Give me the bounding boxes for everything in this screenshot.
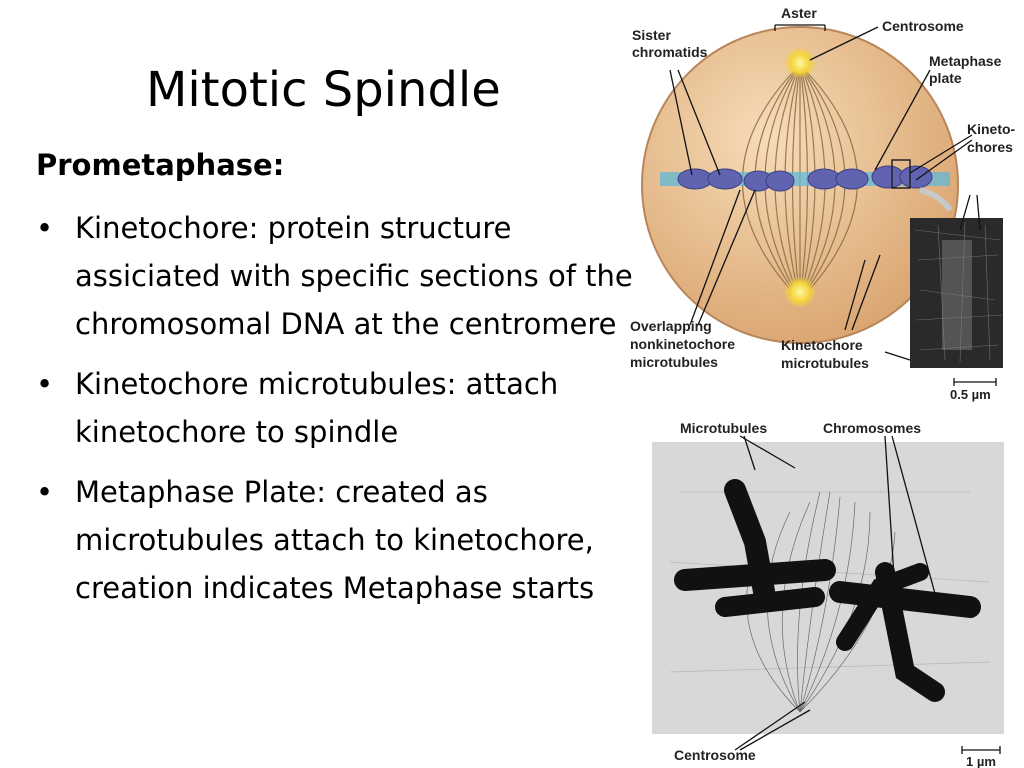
bullet-item [36, 204, 636, 348]
centrosome-top [784, 47, 816, 79]
centrosome-bottom [784, 276, 816, 308]
bullet-text: Metaphase Plate: created as microtubules attach to kinetochore, creation indicates Metaphase starts [75, 475, 595, 605]
label-overlapping-3: microtubules [630, 354, 718, 370]
label-overlapping-1: Overlapping [630, 318, 712, 334]
bullet-dot: • [36, 475, 54, 509]
slide-title: Mitotic Spindle [146, 62, 501, 118]
bullet-item [36, 468, 636, 612]
bullet-item [36, 360, 636, 456]
label-scale-bottom: 1 µm [966, 754, 996, 768]
label-overlapping-2: nonkinetochore [630, 336, 736, 352]
bullet-text: Kinetochore: protein structure assiciated with specific sections of the chromosomal DNA at the centromere [75, 211, 633, 341]
spindle-diagram [620, 0, 1024, 404]
bullet-dot: • [36, 367, 54, 401]
label-kinetochore-microtubules-2: microtubules [781, 355, 869, 371]
label-metaphase-plate-2: plate [929, 70, 962, 86]
label-centrosome: Centrosome [882, 18, 964, 34]
label-kinetochore-microtubules-1: Kinetochore [781, 337, 863, 353]
label-sister-chromatids-1: Sister [632, 27, 671, 43]
label-chromosomes: Chromosomes [823, 420, 922, 436]
spindle-micrograph [640, 412, 1020, 768]
bullet-text: Kinetochore microtubules: attach kinetochore to spindle [75, 367, 559, 449]
label-centrosome-bottom: Centrosome [674, 747, 756, 763]
label-sister-chromatids-2: chromatids [632, 44, 708, 60]
label-aster: Aster [781, 5, 817, 21]
subheading: Prometaphase: [36, 148, 285, 182]
label-kinetochores-2: chores [967, 139, 1013, 155]
label-metaphase-plate-1: Metaphase [929, 53, 1002, 69]
label-kinetochores-1: Kineto- [967, 121, 1016, 137]
bullet-dot: • [36, 211, 54, 245]
bullet-list [36, 204, 636, 624]
label-microtubules: Microtubules [680, 420, 768, 436]
label-scale-top: 0.5 µm [950, 387, 991, 402]
